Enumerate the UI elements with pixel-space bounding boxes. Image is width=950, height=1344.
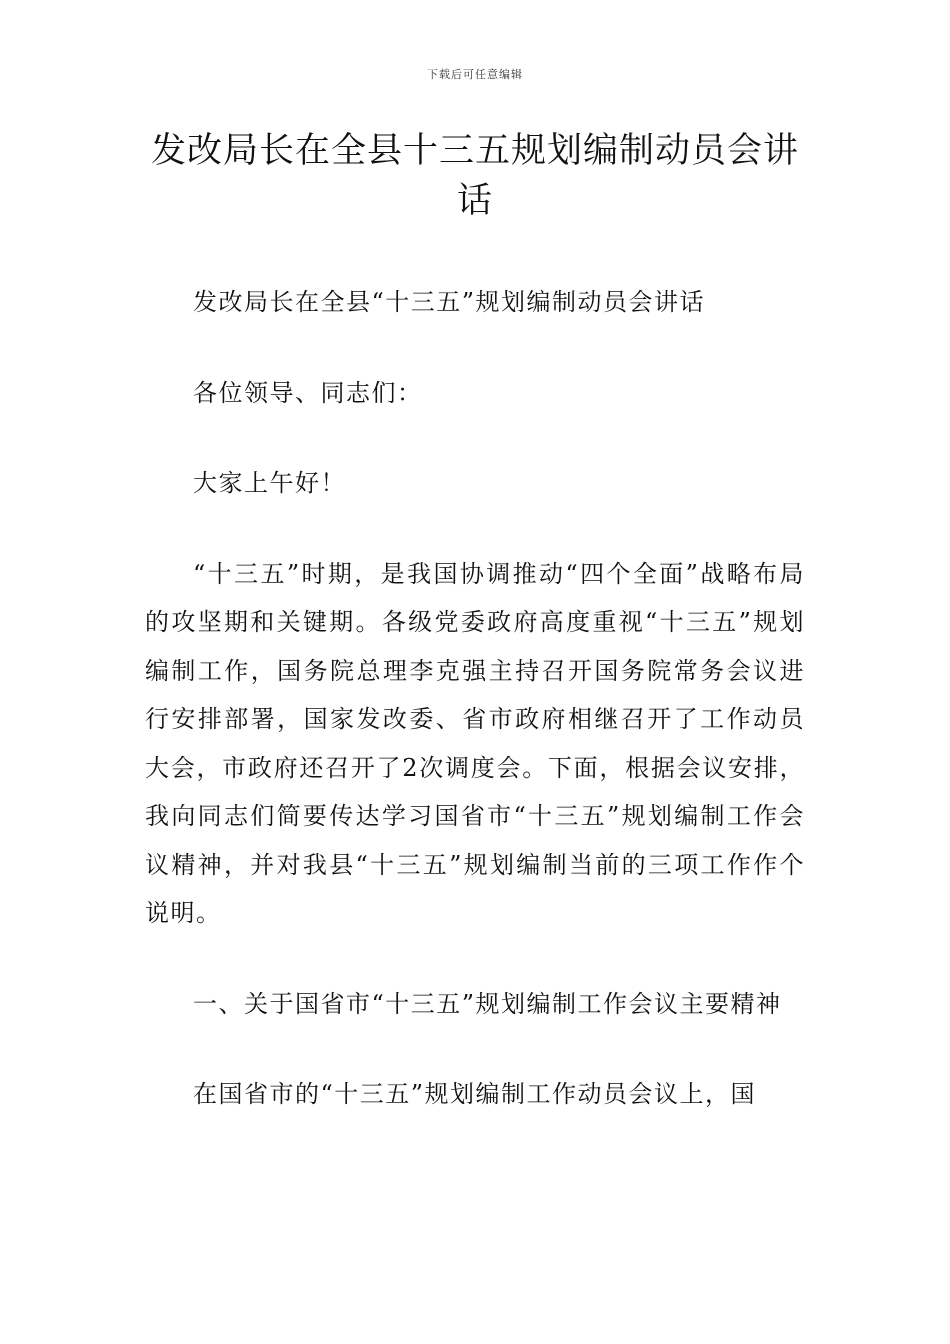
paragraph-section-heading: 一、关于国省市“十三五”规划编制工作会议主要精神 <box>193 989 782 1018</box>
page-header-note: 下载后可任意编辑 <box>427 68 523 81</box>
paragraph-intro: “十三五”时期，是我国协调推动“四个全面”战略布局的攻坚期和关键期。各级党委政府高度重视“十三五”规划编制工作，国务院总理李克强主持召开国务院常务会议进行安排部署，国家发改委、省市政府相继召开了工作动员大会，市政府还召开了2次调度会。下面，根据会议安排，我向同志们简要传达学习国省市“十三五”规划编制工作会议精神，并对我县“十三五”规划编制当前的三项工作作个说明。 <box>145 559 805 927</box>
paragraph-subtitle: 发改局长在全县“十三五”规划编制动员会讲话 <box>193 288 706 316</box>
paragraph-section-start: 在国省市的“十三五”规划编制工作动员会议上，国 <box>193 1080 757 1108</box>
paragraph-greeting: 大家上午好！ <box>193 469 346 497</box>
paragraph-salutation: 各位领导、同志们： <box>193 378 423 407</box>
document-body <box>145 278 805 1161</box>
document-title: 发改局长在全县十三五规划编制动员会讲话 <box>150 131 799 221</box>
